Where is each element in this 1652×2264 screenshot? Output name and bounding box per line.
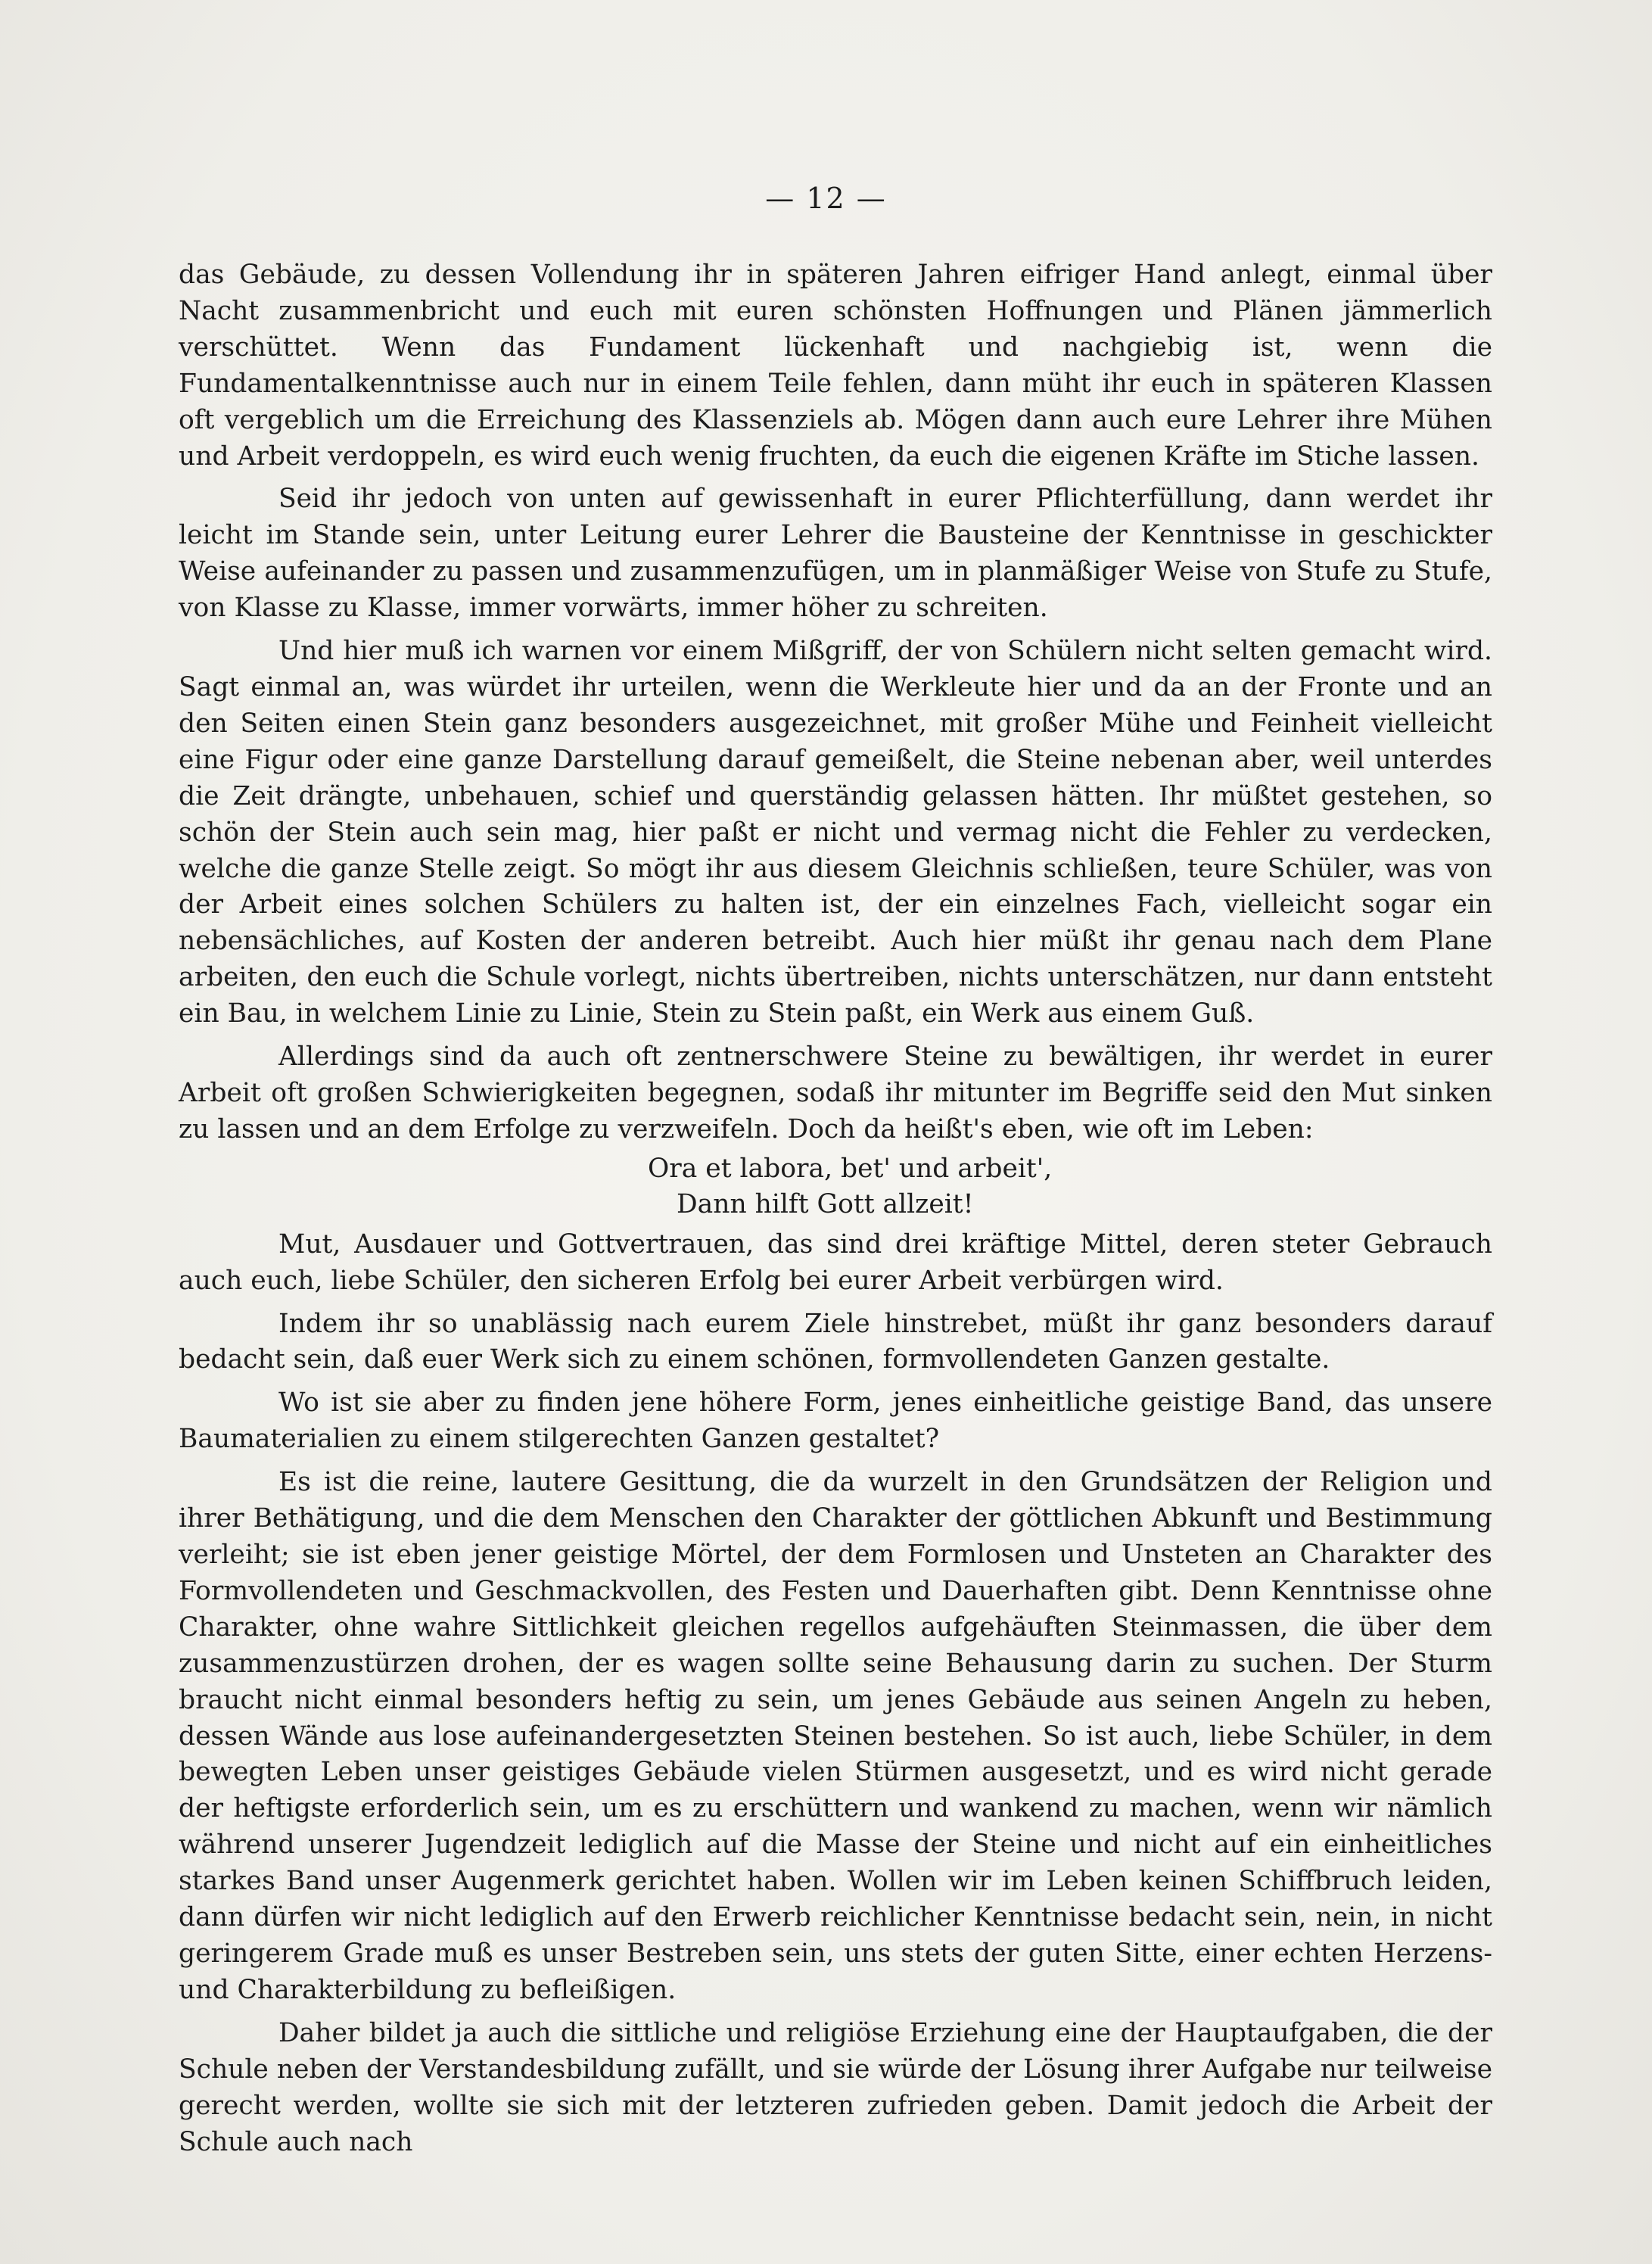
paragraph: Daher bildet ja auch die sittliche und religiöse Erziehung eine der Hauptaufgaben, die der Schule neben der Verstandesbildung zufällt, und sie würde der Lösung ihrer Aufgabe nur teilweise gerecht werden, wollte sie sich mit der letzteren zufrieden geben. Damit jedoch die Arbeit der Schule auch nach [179, 2017, 1492, 2157]
paragraph: Wo ist sie aber zu finden jene höhere Form, jenes einheitliche geistige Band, das unsere Baumaterialien zu einem stilgerechten Ganzen gestaltet? [179, 1387, 1492, 1455]
page-number: — 12 — [765, 182, 887, 215]
verse-line: Ora et labora, bet' und arbeit', [648, 1153, 1053, 1184]
paragraph: Es ist die reine, lautere Gesittung, die da wurzelt in den Grundsätzen der Religion und ihrer Bethätigung, und die dem Menschen den Charakter der göttlichen Abkunft und Bestimmung verleiht; sie ist eben jener geistige Mörtel, der dem Formlosen und Unsteten an Charakter des Formvollendeten und Geschmackvollen, des Festen und Dauerhaften gibt. Denn Kenntnisse ohne Charakter, ohne wahre Sittlichkeit gleichen regellos aufgehäuften Steinmassen, die über dem zusammenzustürzen drohen, der es wagen sollte seine Behausung darin zu suchen. Der Sturm braucht nicht einmal besonders heftig zu sein, um jenes Gebäude aus seinen Angeln zu heben, dessen Wände aus lose aufeinandergesetzten Steinen bestehen. So ist auch, liebe Schüler, in dem bewegten Leben unser geistiges Gebäude vielen Stürmen ausgesetzt, und es wird nicht gerade der heftigste erforderlich sein, um es zu erschüttern und wankend zu machen, wenn wir nämlich während unserer Jugendzeit lediglich auf die Masse der Steine und nicht auf ein einheitliches starkes Band unser Augenmerk gerichtet haben. Wollen wir im Leben keinen Schiffbruch leiden, dann dürfen wir nicht lediglich auf den Erwerb reichlicher Kenntnisse bedacht sein, nein, in nicht geringerem Grade muß es unser Bestreben sein, uns stets der guten Sitte, einer echten Herzens- und Charakterbildung zu befleißigen. [179, 1467, 1492, 2005]
paragraph: Indem ihr so unablässig nach eurem Ziele hinstrebet, müßt ihr ganz besonders darauf bedacht sein, daß euer Werk sich zu einem schönen, formvollendeten Ganzen gestalte. [179, 1308, 1492, 1375]
body-text [179, 257, 1492, 2160]
verse-line: Dann hilft Gott allzeit! [677, 1188, 974, 1219]
paragraph: Und hier muß ich warnen vor einem Mißgriff, der von Schülern nicht selten gemacht wird. Sagt einmal an, was würdet ihr urteilen, wenn die Werkleute hier und da an der Fronte und an den Seiten einen Stein ganz besonders ausgezeichnet, mit großer Mühe und Feinheit vielleicht eine Figur oder eine ganze Darstellung darauf gemeißelt, die Steine nebenan aber, weil unterdes die Zeit drängte, unbehauen, schief und querständig gelassen hätten. Ihr müßtet gestehen, so schön der Stein auch sein mag, hier paßt er nicht und vermag nicht die Fehler zu verdecken, welche die ganze Stelle zeigt. So mögt ihr aus diesem Gleichnis schließen, teure Schüler, was von der Arbeit eines solchen Schülers zu halten ist, der ein einzelnes Fach, vielleicht sogar ein nebensächliches, auf Kosten der anderen betreibt. Auch hier müßt ihr genau nach dem Plane arbeiten, den euch die Schule vorlegt, nichts übertreiben, nichts unterschätzen, nur dann entsteht ein Bau, in welchem Linie zu Linie, Stein zu Stein paßt, ein Werk aus einem Guß. [179, 636, 1492, 1029]
paragraph: Allerdings sind da auch oft zentnerschwere Steine zu bewältigen, ihr werdet in eurer Arbeit oft großen Schwierigkeiten begegnen, sodaß ihr mitunter im Begriffe seid den Mut sinken zu lassen und an dem Erfolge zu verzweifeln. Doch da heißt's eben, wie oft im Leben: [179, 1042, 1492, 1144]
verse-quote [179, 1151, 1492, 1222]
paragraph: Mut, Ausdauer und Gottvertrauen, das sind drei kräftige Mittel, deren steter Gebrauch auch euch, liebe Schüler, den sicheren Erfolg bei eurer Arbeit verbürgen wird. [179, 1229, 1492, 1296]
paragraph: Seid ihr jedoch von unten auf gewissenhaft in eurer Pflichterfüllung, dann werdet ihr leicht im Stande sein, unter Leitung eurer Lehrer die Bausteine der Kenntnisse in geschickter Weise aufeinander zu passen und zusammenzufügen, um in planmäßiger Weise von Stufe zu Stufe, von Klasse zu Klasse, immer vorwärts, immer höher zu schreiten. [179, 484, 1492, 624]
paragraph: das Gebäude, zu dessen Vollendung ihr in späteren Jahren eifriger Hand anlegt, einmal über Nacht zusammenbricht und euch mit euren schönsten Hoffnungen und Plänen jämmerlich verschüttet. Wenn das Fundament lückenhaft und nachgiebig ist, wenn die Fundamentalkenntnisse auch nur in einem Teile fehlen, dann müht ihr euch in späteren Klassen oft vergeblich um die Erreichung des Klassenziels ab. Mögen dann auch eure Lehrer ihre Mühen und Arbeit verdoppeln, es wird euch wenig fruchten, da euch die eigenen Kräfte im Stiche lassen. [179, 260, 1492, 472]
